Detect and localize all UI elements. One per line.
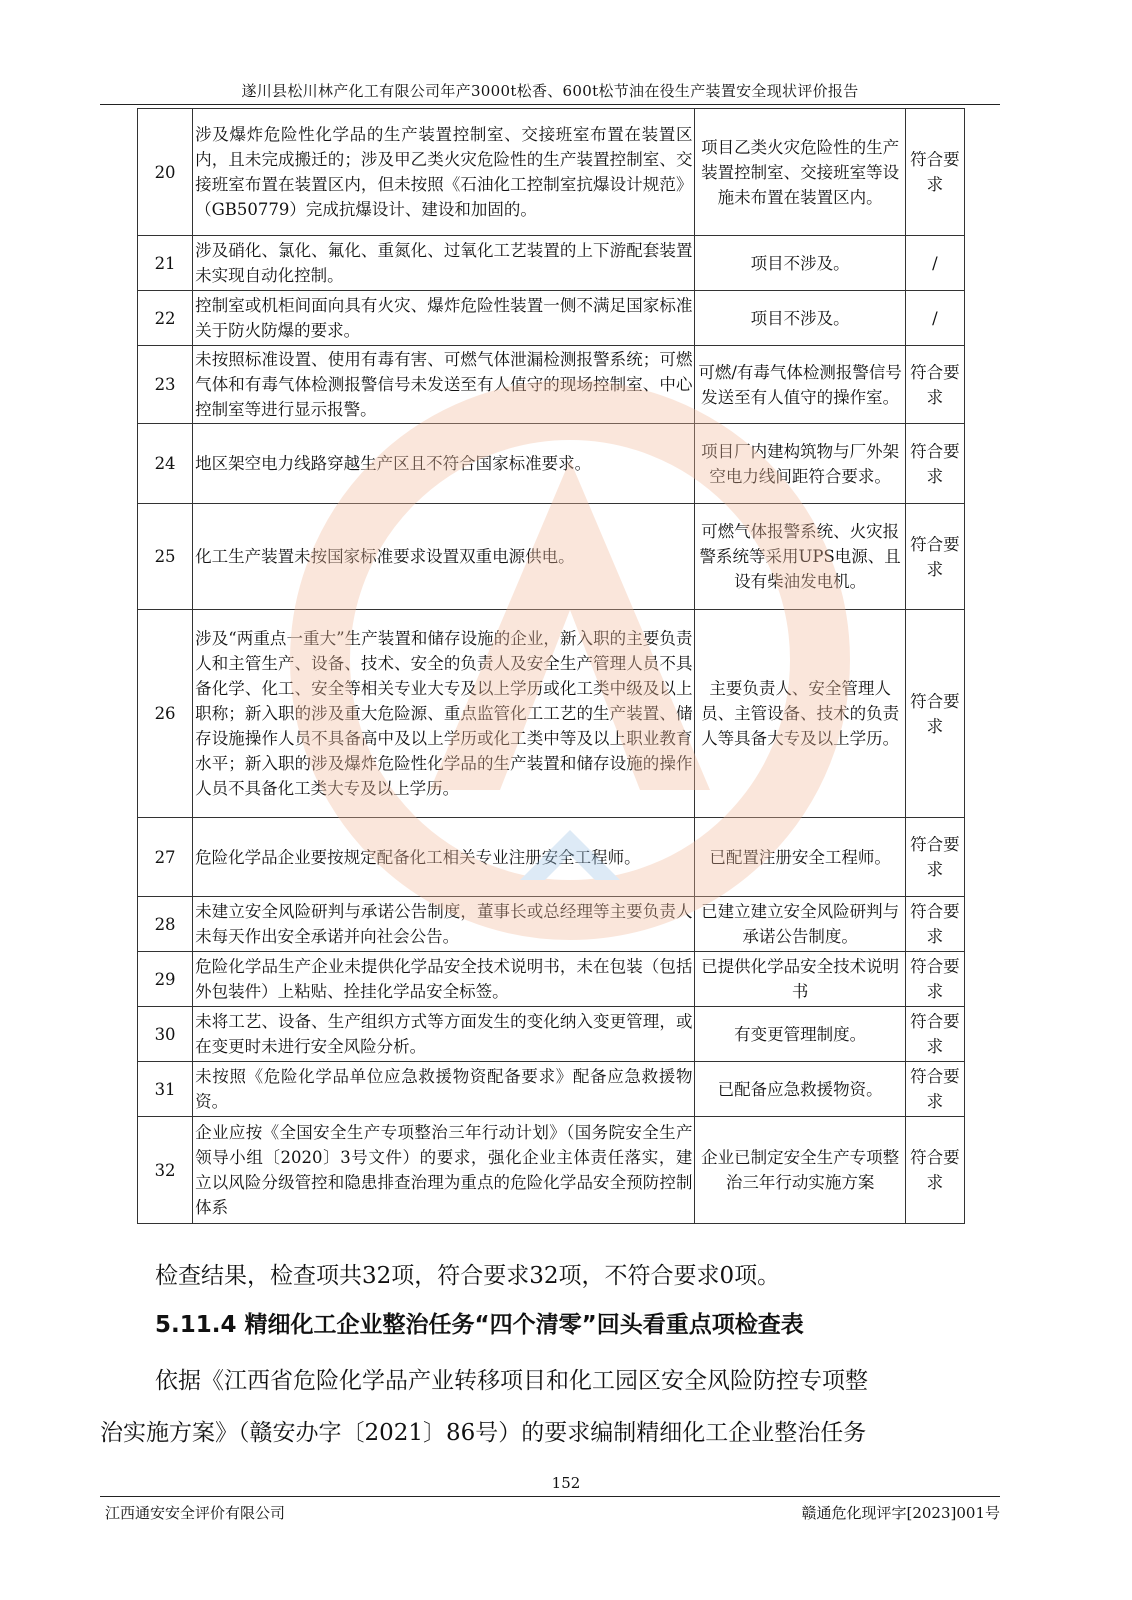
verdict: 符合要求 bbox=[905, 1062, 964, 1117]
check-content: 危险化学品生产企业未提供化学品安全技术说明书，未在包装（包括外包装件）上粘贴、拴挂化学品安全标签。 bbox=[193, 952, 695, 1007]
item-number: 27 bbox=[138, 818, 193, 897]
check-result: 已提供化学品安全技术说明书 bbox=[695, 952, 905, 1007]
item-number: 23 bbox=[138, 346, 193, 424]
check-content: 地区架空电力线路穿越生产区且不符合国家标准要求。 bbox=[193, 424, 695, 504]
check-content: 化工生产装置未按国家标准要求设置双重电源供电。 bbox=[193, 504, 695, 610]
table-row bbox=[138, 1117, 965, 1224]
table-row bbox=[138, 504, 965, 610]
verdict: 符合要求 bbox=[905, 952, 964, 1007]
table-row bbox=[138, 1062, 965, 1117]
body-paragraph-line-1: 依据《江西省危险化学品产业转移项目和化工园区安全风险防控专项整 bbox=[155, 1368, 868, 1394]
inspection-checklist-table bbox=[137, 108, 965, 1224]
verdict: 符合要求 bbox=[905, 1117, 964, 1224]
check-result: 项目乙类火灾危险性的生产装置控制室、交接班室等设施未布置在装置区内。 bbox=[695, 109, 905, 236]
footer-document-number: 赣通危化现评字[2023]001号 bbox=[801, 1504, 1000, 1522]
body-paragraph-line-2: 治实施方案》（赣安办字〔2021〕86号）的要求编制精细化工企业整治任务 bbox=[100, 1420, 867, 1446]
item-number: 25 bbox=[138, 504, 193, 610]
verdict: 符合要求 bbox=[905, 504, 964, 610]
verdict: 符合要求 bbox=[905, 424, 964, 504]
check-result: 已建立建立安全风险研判与承诺公告制度。 bbox=[695, 897, 905, 952]
table-row bbox=[138, 610, 965, 818]
item-number: 24 bbox=[138, 424, 193, 504]
item-number: 30 bbox=[138, 1007, 193, 1062]
header-divider bbox=[100, 104, 1000, 105]
verdict: 符合要求 bbox=[905, 1007, 964, 1062]
check-content: 企业应按《全国安全生产专项整治三年行动计划》（国务院安全生产领导小组〔2020〕3号文件）的要求，强化企业主体责任落实，建立以风险分级管控和隐患排查治理为重点的危险化学品安全预防控制体系 bbox=[193, 1117, 695, 1224]
verdict: 符合要求 bbox=[905, 897, 964, 952]
verdict: / bbox=[905, 236, 964, 291]
check-result: 可燃气体报警系统、火灾报警系统等采用UPS电源、且设有柴油发电机。 bbox=[695, 504, 905, 610]
item-number: 26 bbox=[138, 610, 193, 818]
table-row bbox=[138, 291, 965, 346]
verdict: 符合要求 bbox=[905, 346, 964, 424]
table-row bbox=[138, 897, 965, 952]
verdict: / bbox=[905, 291, 964, 346]
verdict: 符合要求 bbox=[905, 109, 964, 236]
check-result: 企业已制定安全生产专项整治三年行动实施方案 bbox=[695, 1117, 905, 1224]
item-number: 29 bbox=[138, 952, 193, 1007]
check-content: 未建立安全风险研判与承诺公告制度，董事长或总经理等主要负责人未每天作出安全承诺并向社会公告。 bbox=[193, 897, 695, 952]
page-number: 152 bbox=[551, 1474, 581, 1492]
table-row bbox=[138, 818, 965, 897]
footer-company: 江西通安安全评价有限公司 bbox=[105, 1504, 286, 1522]
check-result: 可燃/有毒气体检测报警信号发送至有人值守的操作室。 bbox=[695, 346, 905, 424]
verdict: 符合要求 bbox=[905, 818, 964, 897]
item-number: 31 bbox=[138, 1062, 193, 1117]
check-content: 危险化学品企业要按规定配备化工相关专业注册安全工程师。 bbox=[193, 818, 695, 897]
table-row bbox=[138, 1007, 965, 1062]
report-header-title: 遂川县松川林产化工有限公司年产3000t松香、600t松节油在役生产装置安全现状评价报告 bbox=[241, 82, 859, 100]
check-content: 涉及硝化、氯化、氟化、重氮化、过氧化工艺装置的上下游配套装置未实现自动化控制。 bbox=[193, 236, 695, 291]
item-number: 22 bbox=[138, 291, 193, 346]
check-content: 未将工艺、设备、生产组织方式等方面发生的变化纳入变更管理，或在变更时未进行安全风险分析。 bbox=[193, 1007, 695, 1062]
section-heading: 5.11.4 精细化工企业整治任务“四个清零”回头看重点项检查表 bbox=[155, 1312, 804, 1338]
table-row bbox=[138, 346, 965, 424]
check-result: 有变更管理制度。 bbox=[695, 1007, 905, 1062]
table-row bbox=[138, 424, 965, 504]
check-result: 项目不涉及。 bbox=[695, 291, 905, 346]
table-row bbox=[138, 109, 965, 236]
check-result: 主要负责人、安全管理人员、主管设备、技术的负责人等具备大专及以上学历。 bbox=[695, 610, 905, 818]
check-result: 已配置注册安全工程师。 bbox=[695, 818, 905, 897]
check-content: 涉及“两重点一重大”生产装置和储存设施的企业，新入职的主要负责人和主管生产、设备、技术、安全的负责人及安全生产管理人员不具备化学、化工、安全等相关专业大专及以上学历或化工类中级及以上职称；新入职的涉及重大危险源、重点监管化工工艺的生产装置、储存设施操作人员不具备高中及以上学历或化工类中等及以上职业教育水平；新入职的涉及爆炸危险性化学品的生产装置和储存设施的操作人员不具备化工类大专及以上学历。 bbox=[193, 610, 695, 818]
item-number: 21 bbox=[138, 236, 193, 291]
check-content: 未按照标准设置、使用有毒有害、可燃气体泄漏检测报警系统；可燃气体和有毒气体检测报警信号未发送至有人值守的现场控制室、中心控制室等进行显示报警。 bbox=[193, 346, 695, 424]
table-row bbox=[138, 952, 965, 1007]
check-content: 涉及爆炸危险性化学品的生产装置控制室、交接班室布置在装置区内，且未完成搬迁的；涉及甲乙类火灾危险性的生产装置控制室、交接班室布置在装置区内，但未按照《石油化工控制室抗爆设计规范》（GB50779）完成抗爆设计、建设和加固的。 bbox=[193, 109, 695, 236]
table-row bbox=[138, 236, 965, 291]
item-number: 32 bbox=[138, 1117, 193, 1224]
item-number: 28 bbox=[138, 897, 193, 952]
check-content: 未按照《危险化学品单位应急救援物资配备要求》配备应急救援物资。 bbox=[193, 1062, 695, 1117]
check-result: 项目不涉及。 bbox=[695, 236, 905, 291]
inspection-summary: 检查结果，检查项共32项，符合要求32项，不符合要求0项。 bbox=[155, 1263, 781, 1289]
verdict: 符合要求 bbox=[905, 610, 964, 818]
item-number: 20 bbox=[138, 109, 193, 236]
check-result: 已配备应急救援物资。 bbox=[695, 1062, 905, 1117]
footer-divider bbox=[100, 1496, 1000, 1497]
check-content: 控制室或机柜间面向具有火灾、爆炸危险性装置一侧不满足国家标准关于防火防爆的要求。 bbox=[193, 291, 695, 346]
check-result: 项目厂内建构筑物与厂外架空电力线间距符合要求。 bbox=[695, 424, 905, 504]
